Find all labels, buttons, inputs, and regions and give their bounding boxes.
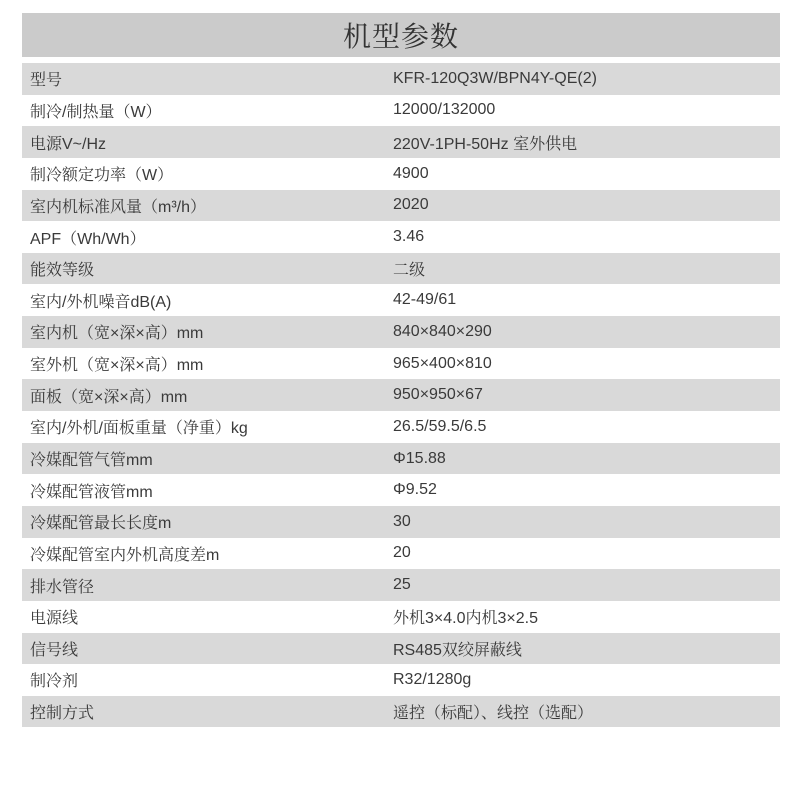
spec-label: 面板（宽×深×高）mm — [30, 388, 188, 406]
table-row — [22, 696, 780, 728]
table-row — [22, 538, 780, 570]
spec-value: 26.5/59.5/6.5 — [393, 417, 487, 435]
spec-value: 950×950×67 — [393, 386, 483, 404]
spec-label: 室内机标准风量（m³/h） — [30, 198, 207, 216]
table-row — [22, 601, 780, 633]
spec-label: 电源线 — [30, 610, 79, 628]
table-row — [22, 664, 780, 696]
table-row — [22, 190, 780, 222]
spec-label: 制冷剂 — [30, 673, 79, 691]
spec-table — [22, 63, 780, 727]
spec-label: 冷媒配管最长长度m — [30, 515, 172, 533]
spec-value: 3.46 — [393, 228, 425, 246]
table-row — [22, 253, 780, 285]
spec-value: R32/1280g — [393, 670, 472, 688]
spec-value: 外机3×4.0内机3×2.5 — [393, 610, 538, 628]
spec-value: RS485双绞屏蔽线 — [393, 641, 522, 659]
table-row — [22, 379, 780, 411]
spec-value: 4900 — [393, 164, 429, 182]
spec-value: 42-49/61 — [393, 291, 457, 309]
spec-label: 室内/外机/面板重量（净重）kg — [30, 420, 248, 438]
spec-label: 制冷额定功率（W） — [30, 167, 174, 185]
spec-value: 遥控（标配）、线控（选配） — [393, 705, 594, 723]
spec-label: 冷媒配管气管mm — [30, 452, 153, 469]
page-title: 机型参数 — [342, 21, 459, 52]
table-row — [22, 284, 780, 316]
spec-value: 25 — [393, 576, 411, 594]
table-row — [22, 126, 780, 158]
spec-value: 965×400×810 — [393, 354, 492, 372]
table-row — [22, 348, 780, 380]
table-row — [22, 443, 780, 475]
spec-label: 控制方式 — [30, 705, 95, 723]
spec-label: 室内机（宽×深×高）mm — [30, 325, 204, 343]
table-row — [22, 221, 780, 253]
spec-value: 二级 — [393, 262, 426, 280]
spec-label: 冷媒配管室内外机高度差m — [30, 546, 220, 564]
spec-label: 室内/外机噪音dB(A) — [30, 293, 172, 311]
spec-label: 能效等级 — [30, 262, 95, 280]
spec-value: 220V-1PH-50Hz 室外供电 — [393, 135, 578, 153]
spec-label: 信号线 — [30, 641, 79, 659]
table-row — [22, 316, 780, 348]
spec-label: APF（Wh/Wh） — [30, 230, 146, 248]
title-bar — [22, 13, 780, 57]
spec-label: 室外机（宽×深×高）mm — [30, 357, 204, 375]
table-row — [22, 63, 780, 95]
spec-value: KFR-120Q3W/BPN4Y-QE(2) — [393, 69, 597, 87]
spec-value: 20 — [393, 544, 411, 562]
spec-label: 冷媒配管液管mm — [30, 483, 153, 501]
spec-value: 2020 — [393, 196, 429, 214]
table-row — [22, 633, 780, 665]
table-row — [22, 158, 780, 190]
spec-value: 12000/132000 — [393, 101, 496, 119]
spec-label: 排水管径 — [30, 578, 95, 596]
spec-label: 型号 — [30, 72, 63, 90]
spec-value: 30 — [393, 512, 411, 530]
table-row — [22, 569, 780, 601]
spec-value: 840×840×290 — [393, 322, 492, 340]
table-row — [22, 506, 780, 538]
spec-label: 电源V~/Hz — [30, 135, 107, 153]
spec-label: 制冷/制热量（W） — [30, 103, 162, 121]
table-row — [22, 411, 780, 443]
spec-value: Φ15.88 — [393, 449, 446, 467]
table-row — [22, 474, 780, 506]
table-row — [22, 95, 780, 127]
spec-value: Φ9.52 — [393, 481, 437, 499]
